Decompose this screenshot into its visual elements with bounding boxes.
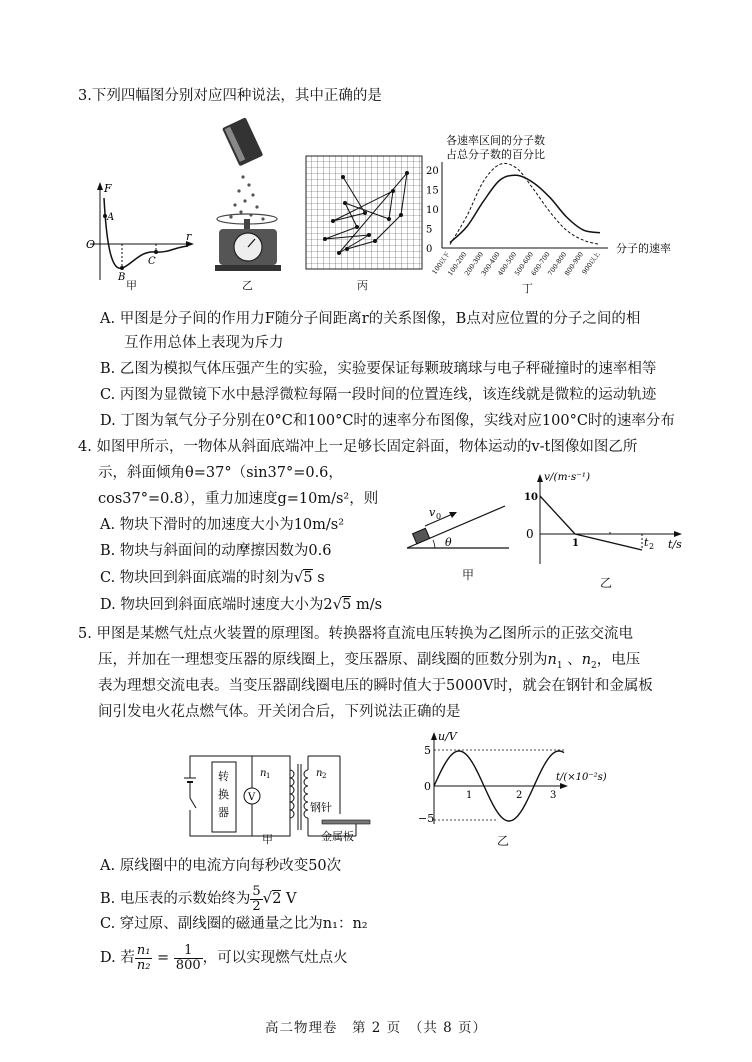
q3-jia-axis-r: r — [186, 230, 192, 243]
converter-char-2: 换 — [218, 788, 229, 801]
q3-option-b: B. 乙图为模拟气体压强产生的实验，实验要保证每颗玻璃球与电子秤碰撞时的速率相等 — [100, 361, 657, 377]
sine-x2: 2 — [516, 790, 523, 801]
q4-jia-caption: 甲 — [462, 568, 475, 582]
q3-yi-caption: 乙 — [242, 279, 253, 292]
chart-x-tick: 400-500 — [496, 250, 519, 278]
q5-line2: 压，并加在一理想变压器的原线圈上，变压器原、副线圈的匝数分别为$n_1$ 、$n_2$，电压 — [98, 652, 641, 671]
chart-x-tick: 200-300 — [462, 250, 485, 278]
chart-y-tick: 15 — [426, 185, 439, 197]
chart-title-line2: 占总分子数的百分比 — [446, 148, 545, 161]
q3-fig-bing — [305, 155, 425, 272]
q4-line1: 4. 如图甲所示，一物体从斜面底端冲上一足够长固定斜面，物体运动的v-t图像如图乙所 — [78, 439, 638, 455]
q5-line4: 间引发电火花点燃气体。开关闭合后，下列说法正确的是 — [98, 704, 461, 720]
q4-option-b: B. 物块与斜面间的动摩擦因数为0.6 — [100, 543, 332, 559]
chart-title-line1: 各速率区间的分子数 — [446, 134, 545, 147]
svg-text:1: 1 — [266, 772, 271, 780]
q3-jia-axis-f: F — [104, 182, 112, 195]
chart-y-tick: 0 — [426, 244, 433, 255]
q3-bing-caption: 丙 — [357, 279, 368, 292]
chart-x-label: 分子的速率 — [616, 242, 671, 255]
q3-stem: 3.下列四幅图分别对应四种说法，其中正确的是 — [78, 88, 382, 104]
q3-jia-origin: O — [86, 238, 96, 251]
q3-fig-ding-chart — [418, 128, 708, 278]
q4-yi-caption: 乙 — [600, 576, 613, 590]
plate-label: 金属板 — [321, 830, 354, 843]
chart-x-tick: 100-200 — [446, 250, 469, 278]
page-footer: 高二物理卷 第 2 页 （共 8 页） — [264, 1020, 488, 1036]
q3-ding-caption: 丁 — [522, 282, 533, 295]
chart-y-tick: 20 — [426, 165, 439, 177]
chart-y-tick: 5 — [426, 224, 433, 236]
chart-x-tick: 100以下 — [430, 250, 452, 276]
chart-series-solid — [450, 175, 600, 242]
chart-x-tick: 800-900 — [562, 250, 585, 278]
q5-option-a: A. 原线圈中的电流方向每秒改变50次 — [100, 858, 342, 874]
converter-char-1: 转 — [218, 770, 229, 783]
q4-vt-x1: 1 — [572, 538, 579, 549]
sine-x1: 1 — [466, 790, 473, 801]
q3-jia-point-c: C — [148, 256, 156, 267]
q4-vt-origin: 0 — [526, 527, 534, 541]
sine-x3: 3 — [550, 790, 557, 801]
q4-v0-label: v — [429, 506, 436, 519]
q5-fig-yi-sine — [416, 728, 646, 828]
q5-line3: 表为理想交流电表。当变压器副线圈电压的瞬时值大于5000V时，就会在钢针和金属板 — [98, 678, 653, 694]
sine-y5: 5 — [424, 744, 431, 757]
chart-x-tick: 700-800 — [546, 250, 569, 278]
chart-x-tick: 500-600 — [512, 250, 535, 278]
q3-option-d: D. 丁图为氧气分子分别在0°C和100°C时的速率分布图像，实线对应100°C时的速率分布 — [100, 413, 675, 429]
q3-fig-yi — [205, 115, 295, 280]
converter-char-3: 器 — [218, 806, 229, 819]
sine-xlabel: t/(×10⁻²s) — [556, 772, 607, 783]
q5-option-b: B. 电压表的示数始终为 $\frac{5}{2}$ √2 V — [100, 883, 297, 914]
q4-line2: 示，斜面倾角θ=37°（sin37°=0.6， — [98, 465, 343, 481]
q4-vt-xlabel: t/s — [668, 538, 682, 551]
q3-jia-caption: 甲 — [126, 279, 137, 292]
sine-yneg5: −5 — [418, 812, 435, 825]
voltmeter-label: V — [248, 792, 256, 803]
needle-label: 钢针 — [310, 801, 332, 814]
q3-option-c: C. 丙图为显微镜下水中悬浮微粒每隔一段时间的位置连线，该连线就是微粒的运动轨迹 — [100, 387, 657, 403]
chart-x-tick: 600-700 — [529, 250, 552, 278]
q4-option-d: D. 物块回到斜面底端时速度大小为2√5 m/s — [100, 595, 383, 613]
q5-jia-caption: 甲 — [262, 833, 273, 846]
q5-line1: 5. 甲图是某燃气灶点火装置的原理图。转换器将直流电压转换为乙图所示的正弦交流电 — [78, 626, 633, 642]
coil-n1-label: n — [260, 768, 267, 779]
q4-vt-t2: t — [644, 536, 649, 549]
q3-fig-jia — [80, 180, 200, 290]
sine-ylabel: u/V — [438, 730, 457, 743]
chart-x-tick: 300-400 — [479, 250, 502, 278]
q4-option-c: C. 物块回到斜面底端的时刻为√5 s — [100, 568, 325, 586]
sine-origin: 0 — [424, 780, 431, 793]
q5-option-c: C. 穿过原、副线圈的磁通量之比为n₁：n₂ — [100, 916, 368, 932]
q4-vt-ylabel: v/(m·s⁻¹) — [544, 471, 591, 483]
q4-fig-yi-vt — [520, 468, 700, 568]
q4-theta-label: θ — [445, 536, 452, 549]
q3-option-a-line2: 互作用总体上表现为斥力 — [124, 335, 284, 351]
svg-text:2: 2 — [322, 772, 327, 780]
q5-option-d: D. 若 $\frac{\text{n₁}}{\text{n₂}}$ = $\frac{1}{800}$ ，可以实现燃气灶点火 — [100, 942, 348, 973]
q4-v0-sub: 0 — [436, 512, 442, 521]
q3-jia-point-b: B — [118, 272, 126, 283]
q3-option-a-line1: A. 甲图是分子间的作用力F随分子间距离r的关系图像，B点对应位置的分子之间的相 — [100, 311, 641, 327]
q4-vt-t2-sub: 2 — [649, 542, 655, 551]
q5-yi-caption: 乙 — [497, 834, 510, 848]
chart-x-tick: 900以上 — [580, 250, 602, 276]
q4-fig-jia-incline — [405, 500, 515, 570]
chart-y-tick: 10 — [426, 204, 439, 216]
chart-series-dashed — [450, 163, 600, 244]
q3-jia-point-a: A — [107, 212, 115, 223]
q4-option-a: A. 物块下滑时的加速度大小为10m/s² — [100, 517, 345, 533]
q4-line3: cos37°=0.8），重力加速度g=10m/s²，则 — [98, 491, 379, 507]
q4-vt-y10: 10 — [524, 492, 538, 503]
coil-n2-label: n — [316, 768, 323, 779]
